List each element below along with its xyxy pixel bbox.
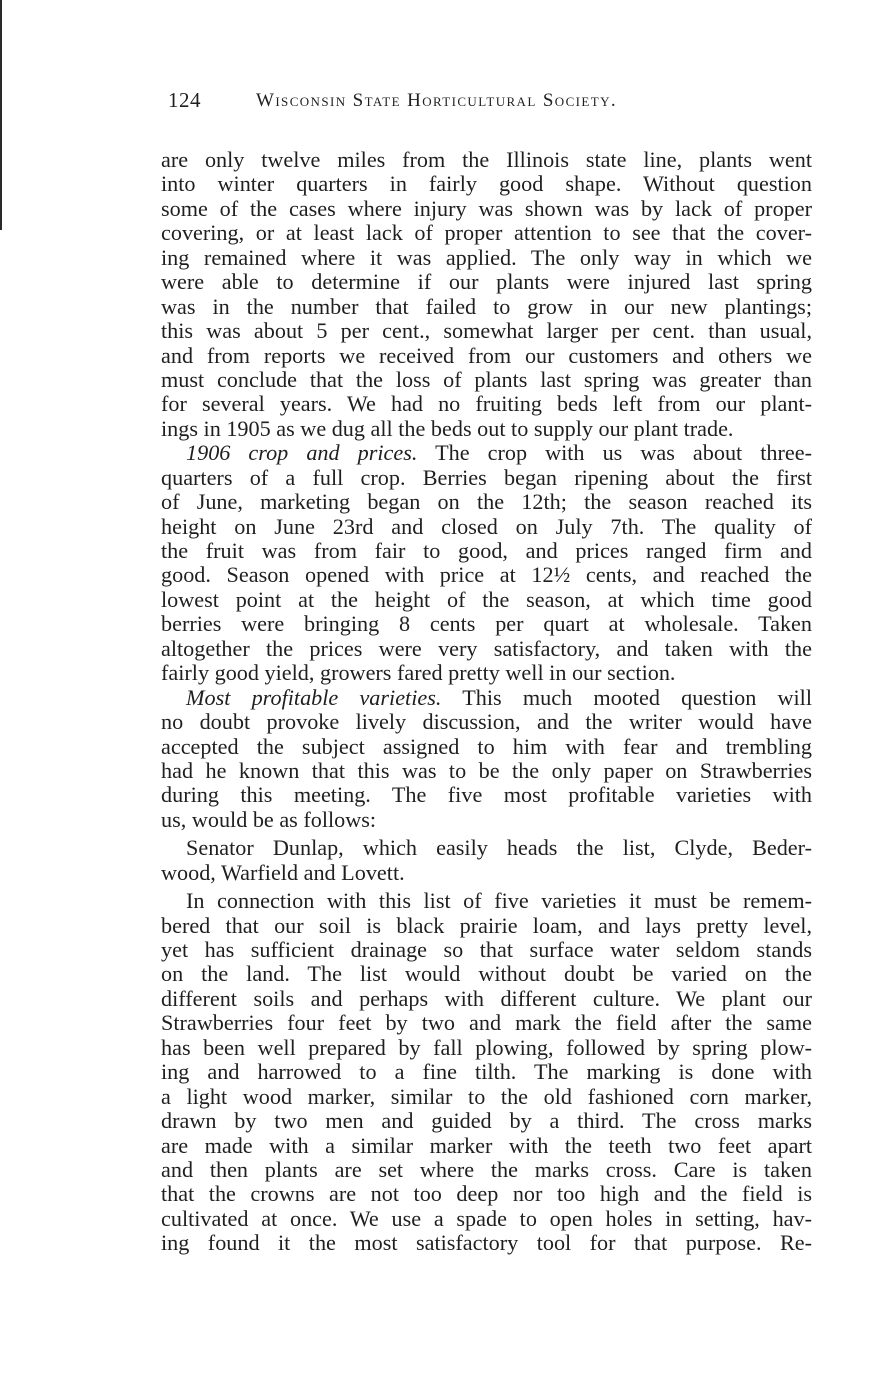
text-line: fairly good yield, growers fared pretty well in our section. <box>161 660 676 686</box>
text-line: the fruit was from fair to good, and prices ranged firm and <box>161 538 812 563</box>
page-header <box>168 88 728 122</box>
text-line: into winter quarters in fairly good shape. Without question <box>161 171 812 197</box>
text-run: The crop with us was about three- <box>417 440 812 466</box>
text-line: a light wood marker, similar to the old fashioned corn marker, <box>161 1083 812 1109</box>
text-line: different soils and perhaps with different culture. We plant our <box>161 985 812 1011</box>
text-line: has been well prepared by fall plowing, followed by spring plow- <box>161 1034 812 1060</box>
text-line: for several years. We had no fruiting beds left from our plant- <box>161 391 812 417</box>
paragraph-1 <box>161 148 812 441</box>
text-line: this was about 5 per cent., somewhat larger per cent. than usual, <box>161 318 812 344</box>
text-line: lowest point at the height of the season, at which time good <box>161 586 812 612</box>
text-run: This much mooted question will <box>441 684 813 710</box>
paragraph-variety-list <box>161 836 812 885</box>
text-line: Senator Dunlap, which easily heads the list, Clyde, Beder- <box>186 835 812 861</box>
text-line: berries were bringing 8 cents per quart at wholesale. Taken <box>161 611 812 637</box>
text-line: are made with a similar marker with the teeth two feet apart <box>161 1132 812 1158</box>
page-edge-shadow <box>0 0 2 230</box>
text-line: on the land. The list would without doubt be varied on the <box>161 961 812 987</box>
text-line: ing found it the most satisfactory tool for that purpose. Re- <box>161 1230 812 1256</box>
text-line: and from reports we received from our customers and others we <box>161 342 812 368</box>
text-line: In connection with this list of five varieties it must be remem- <box>186 888 812 914</box>
text-line: wood, Warfield and Lovett. <box>161 859 405 885</box>
text-line: of June, marketing began on the 12th; the season reached its <box>161 489 812 515</box>
paragraph-crop-and-prices <box>161 441 812 685</box>
running-head: Wisconsin State Horticultural Society. <box>256 90 618 111</box>
text-line: ings in 1905 as we dug all the beds out to supply our plant trade. <box>161 415 734 441</box>
text-line: and then plants are set where the marks cross. Care is taken <box>161 1156 812 1182</box>
text-line: was in the number that failed to grow in our new plantings; <box>161 293 812 319</box>
text-line: cultivated at once. We use a spade to open holes in setting, hav- <box>161 1205 812 1231</box>
text-line <box>161 441 812 465</box>
body-text <box>161 148 812 1256</box>
profitable-varieties-heading: Most profitable varieties. <box>186 684 442 710</box>
crop-and-prices-heading: 1906 crop and prices. <box>186 440 418 466</box>
text-line: no doubt provoke lively discussion, and the writer would have <box>161 709 812 735</box>
page-number: 124 <box>168 88 201 112</box>
text-line: are only twelve miles from the Illinois state line, plants went <box>161 147 812 172</box>
paragraph-planting <box>161 889 812 1256</box>
text-line: quarters of a full crop. Berries began ripening about the first <box>161 464 812 490</box>
text-line <box>161 686 812 710</box>
text-line: covering, or at least lack of proper attention to see that the cover- <box>161 220 812 246</box>
text-line: had he known that this was to be the only paper on Strawberries <box>161 757 812 783</box>
paragraph-profitable-varieties <box>161 686 812 833</box>
text-line: accepted the subject assigned to him with fear and trembling <box>161 733 812 759</box>
text-line: ing remained where it was applied. The only way in which we <box>161 244 812 270</box>
text-line: bered that our soil is black prairie loam, and lays pretty level, <box>161 912 812 938</box>
text-line: during this meeting. The five most profitable varieties with <box>161 782 812 808</box>
text-line: drawn by two men and guided by a third. The cross marks <box>161 1108 812 1134</box>
text-line: altogether the prices were very satisfactory, and taken with the <box>161 635 812 661</box>
text-line: good. Season opened with price at 12½ cents, and reached the <box>161 562 812 588</box>
text-line: must conclude that the loss of plants last spring was greater than <box>161 366 812 392</box>
text-line: some of the cases where injury was shown was by lack of proper <box>161 195 812 221</box>
text-line: yet has sufficient drainage so that surface water seldom stands <box>161 937 812 962</box>
text-line: that the crowns are not too deep nor too high and the field is <box>161 1181 812 1207</box>
text-line: height on June 23rd and closed on July 7th. The quality of <box>161 513 812 539</box>
text-line: were able to determine if our plants were injured last spring <box>161 269 812 295</box>
text-line: us, would be as follows: <box>161 806 377 832</box>
text-line: ing and harrowed to a fine tilth. The marking is done with <box>161 1059 812 1085</box>
text-line: Strawberries four feet by two and mark the field after the same <box>161 1010 812 1036</box>
